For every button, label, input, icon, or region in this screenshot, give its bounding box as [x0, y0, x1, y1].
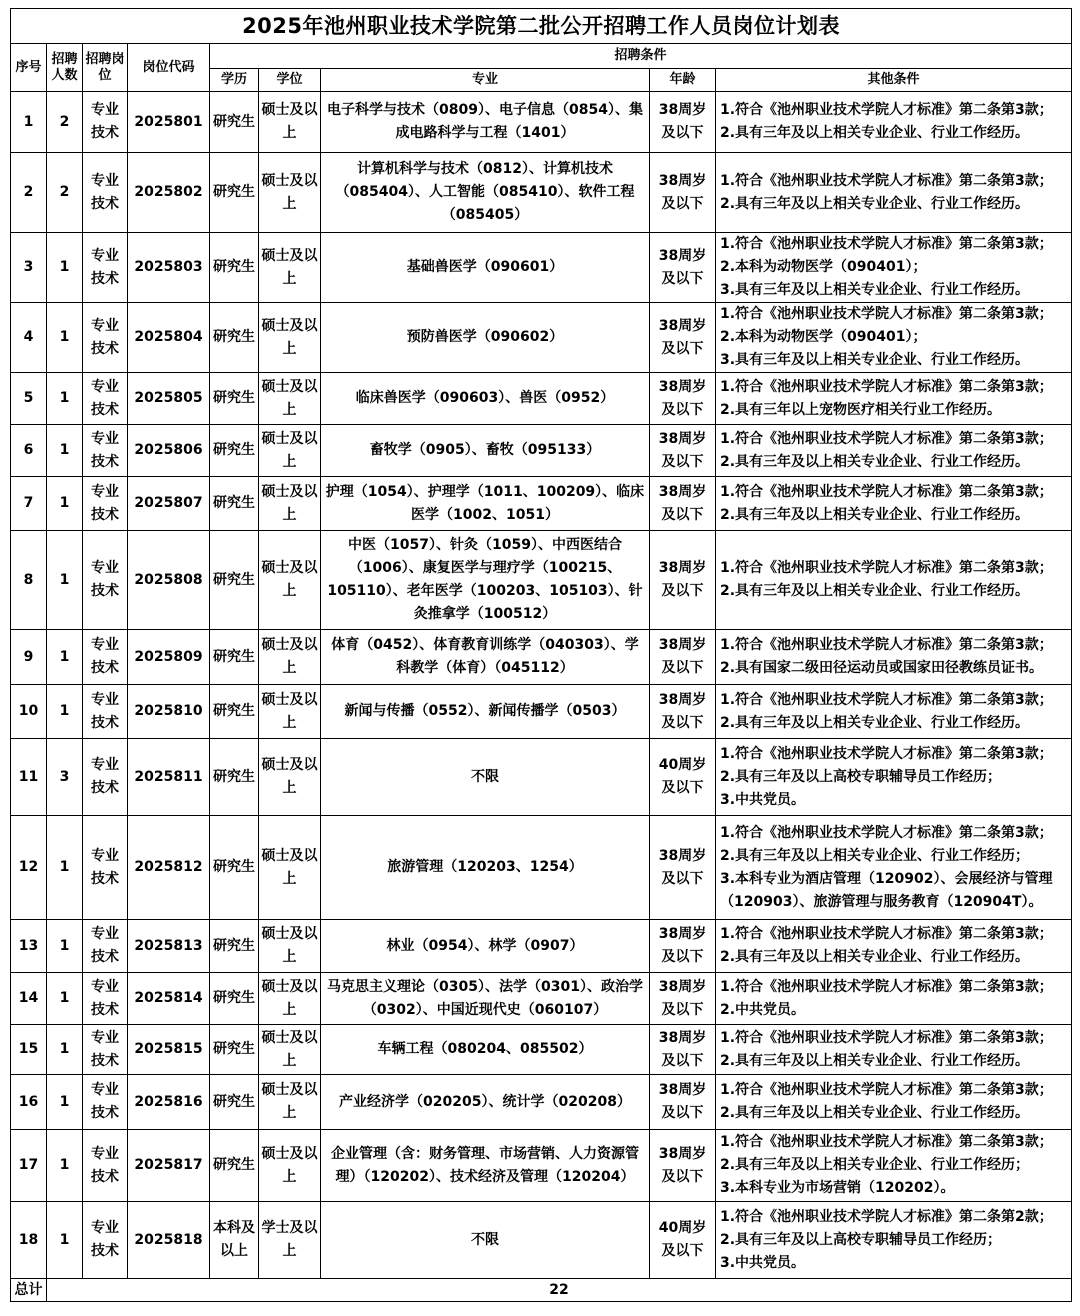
condition-line: 2.具有三年及以上相关专业企业、行业工作经历。 [720, 1105, 1030, 1121]
row-age: 38周岁及以下 [650, 1075, 716, 1130]
row-age: 38周岁及以下 [650, 685, 716, 739]
recruitment-plan-table [10, 8, 1072, 1302]
row-index: 18 [11, 1202, 47, 1279]
condition-line: 3.具有三年及以上相关专业企业、行业工作经历。 [720, 282, 1030, 298]
row-age: 38周岁及以下 [650, 233, 716, 303]
table-row [11, 630, 1072, 685]
condition-line: 1.符合《池州职业技术学院人才标准》第二条第3款； [720, 172, 1053, 189]
condition-line: 1.符合《池州职业技术学院人才标准》第二条第3款； [720, 430, 1053, 447]
row-count: 2 [47, 153, 83, 233]
row-post: 专业技术 [83, 233, 128, 303]
row-count: 1 [47, 1202, 83, 1279]
row-major: 中医（1057）、针灸（1059）、中西医结合（1006）、康复医学与理疗学（100215、105110）、老年医学（100203、105103）、针灸推拿学（100512） [321, 531, 650, 630]
row-code: 2025809 [128, 630, 210, 685]
row-index: 15 [11, 1025, 47, 1075]
row-code: 2025810 [128, 685, 210, 739]
total-label: 总计 [11, 1279, 47, 1302]
row-post: 专业技术 [83, 531, 128, 630]
row-other-conditions [716, 920, 1072, 973]
row-count: 1 [47, 1130, 83, 1202]
condition-line: 3.中共党员。 [720, 1254, 806, 1271]
row-index: 2 [11, 153, 47, 233]
condition-line: 1.符合《池州职业技术学院人才标准》第二条第3款； [720, 978, 1053, 995]
table-row [11, 685, 1072, 739]
row-index: 14 [11, 973, 47, 1025]
row-count: 1 [47, 531, 83, 630]
row-post: 专业技术 [83, 973, 128, 1025]
row-degree: 学士及以上 [259, 1202, 321, 1279]
row-post: 专业技术 [83, 630, 128, 685]
row-code: 2025817 [128, 1130, 210, 1202]
row-post: 专业技术 [83, 1025, 128, 1075]
row-count: 3 [47, 739, 83, 816]
condition-line: 2.具有三年及以上相关专业企业、行业工作经历； [720, 1157, 1030, 1173]
row-age: 38周岁及以下 [650, 425, 716, 477]
row-major: 基础兽医学（090601） [321, 233, 650, 303]
condition-line: 1.符合《池州职业技术学院人才标准》第二条第3款； [720, 560, 1053, 576]
row-age: 38周岁及以下 [650, 531, 716, 630]
row-count: 1 [47, 233, 83, 303]
condition-line: 3.具有三年及以上相关专业企业、行业工作经历。 [720, 352, 1030, 368]
row-education: 研究生 [210, 685, 259, 739]
row-post: 专业技术 [83, 425, 128, 477]
row-education: 研究生 [210, 92, 259, 153]
row-education: 研究生 [210, 920, 259, 973]
row-code: 2025811 [128, 739, 210, 816]
row-major: 临床兽医学（090603）、兽医（0952） [321, 373, 650, 425]
header-index: 序号 [11, 44, 47, 92]
row-other-conditions [716, 685, 1072, 739]
row-age: 38周岁及以下 [650, 303, 716, 373]
row-major: 车辆工程（080204、085502） [321, 1025, 650, 1075]
condition-line: 2.具有三年及以上相关专业企业、行业工作经历。 [720, 506, 1030, 523]
row-post: 专业技术 [83, 685, 128, 739]
row-degree: 硕士及以上 [259, 153, 321, 233]
row-major: 预防兽医学（090602） [321, 303, 650, 373]
header-education: 学历 [210, 69, 259, 92]
row-index: 7 [11, 477, 47, 531]
row-code: 2025805 [128, 373, 210, 425]
row-age: 38周岁及以下 [650, 153, 716, 233]
header-code: 岗位代码 [128, 44, 210, 92]
condition-line: 2.本科为动物医学（090401）； [720, 329, 927, 345]
row-index: 16 [11, 1075, 47, 1130]
row-code: 2025814 [128, 973, 210, 1025]
condition-line: 1.符合《池州职业技术学院人才标准》第二条第3款； [720, 637, 1053, 653]
row-age: 38周岁及以下 [650, 630, 716, 685]
row-degree: 硕士及以上 [259, 92, 321, 153]
header-degree: 学位 [259, 69, 321, 92]
row-code: 2025807 [128, 477, 210, 531]
row-code: 2025801 [128, 92, 210, 153]
table-row [11, 1025, 1072, 1075]
condition-line: 1.符合《池州职业技术学院人才标准》第二条第3款； [720, 1134, 1053, 1150]
row-index: 12 [11, 816, 47, 920]
row-major: 林业（0954）、林学（0907） [321, 920, 650, 973]
table-row [11, 153, 1072, 233]
row-degree: 硕士及以上 [259, 739, 321, 816]
table-row [11, 531, 1072, 630]
row-code: 2025803 [128, 233, 210, 303]
row-major: 马克思主义理论（0305）、法学（0301）、政治学（0302）、中国近现代史（060107） [321, 973, 650, 1025]
row-age: 38周岁及以下 [650, 920, 716, 973]
header-major: 专业 [321, 69, 650, 92]
row-code: 2025802 [128, 153, 210, 233]
row-code: 2025806 [128, 425, 210, 477]
condition-line: 1.符合《池州职业技术学院人才标准》第二条第3款； [720, 236, 1053, 252]
row-index: 10 [11, 685, 47, 739]
condition-line: 1.符合《池州职业技术学院人才标准》第二条第2款； [720, 1208, 1053, 1225]
row-other-conditions [716, 233, 1072, 303]
row-code: 2025808 [128, 531, 210, 630]
condition-line: 3.本科专业为酒店管理（120902）、会展经济与管理（120903）、旅游管理与服务教育（120904T）。 [720, 870, 1053, 910]
row-education: 研究生 [210, 1130, 259, 1202]
row-major: 体育（0452）、体育教育训练学（040303）、学科教学（体育）（045112） [321, 630, 650, 685]
header-conditions: 招聘条件 [210, 44, 1072, 69]
table-row [11, 920, 1072, 973]
condition-line: 2.具有三年以上宠物医疗相关行业工作经历。 [720, 401, 1002, 418]
row-count: 1 [47, 303, 83, 373]
row-degree: 硕士及以上 [259, 373, 321, 425]
row-major: 电子科学与技术（0809）、电子信息（0854）、集成电路科学与工程（1401） [321, 92, 650, 153]
row-education: 研究生 [210, 1075, 259, 1130]
row-index: 4 [11, 303, 47, 373]
row-age: 38周岁及以下 [650, 816, 716, 920]
row-degree: 硕士及以上 [259, 920, 321, 973]
header-post: 招聘岗位 [83, 44, 128, 92]
row-post: 专业技术 [83, 303, 128, 373]
row-major: 新闻与传播（0552）、新闻传播学（0503） [321, 685, 650, 739]
row-degree: 硕士及以上 [259, 816, 321, 920]
row-degree: 硕士及以上 [259, 233, 321, 303]
row-count: 1 [47, 685, 83, 739]
row-degree: 硕士及以上 [259, 973, 321, 1025]
row-other-conditions [716, 153, 1072, 233]
condition-line: 2.中共党员。 [720, 1001, 806, 1018]
row-count: 1 [47, 477, 83, 531]
row-index: 17 [11, 1130, 47, 1202]
condition-line: 2.具有国家二级田径运动员或国家田径教练员证书。 [720, 660, 1044, 676]
row-degree: 硕士及以上 [259, 531, 321, 630]
row-age: 40周岁及以下 [650, 739, 716, 816]
condition-line: 2.具有三年及以上相关专业企业、行业工作经历。 [720, 453, 1030, 470]
row-education: 研究生 [210, 425, 259, 477]
condition-line: 2.具有三年及以上相关专业企业、行业工作经历。 [720, 714, 1030, 731]
row-other-conditions [716, 1075, 1072, 1130]
condition-line: 2.具有三年及以上相关专业企业、行业工作经历； [720, 847, 1030, 864]
row-post: 专业技术 [83, 1075, 128, 1130]
row-education: 研究生 [210, 1025, 259, 1075]
row-other-conditions [716, 373, 1072, 425]
row-major: 旅游管理（120203、1254） [321, 816, 650, 920]
condition-line: 1.符合《池州职业技术学院人才标准》第二条第3款； [720, 1029, 1053, 1046]
row-post: 专业技术 [83, 1202, 128, 1279]
row-education: 研究生 [210, 303, 259, 373]
table-row [11, 1130, 1072, 1202]
row-major: 畜牧学（0905）、畜牧（095133） [321, 425, 650, 477]
row-index: 11 [11, 739, 47, 816]
recruitment-plan-sheet [10, 8, 1071, 1302]
row-other-conditions [716, 303, 1072, 373]
row-other-conditions [716, 973, 1072, 1025]
row-degree: 硕士及以上 [259, 685, 321, 739]
row-education: 本科及以上 [210, 1202, 259, 1279]
row-other-conditions [716, 531, 1072, 630]
row-code: 2025815 [128, 1025, 210, 1075]
row-other-conditions [716, 477, 1072, 531]
row-degree: 硕士及以上 [259, 477, 321, 531]
table-row [11, 816, 1072, 920]
row-count: 1 [47, 973, 83, 1025]
condition-line: 1.符合《池州职业技术学院人才标准》第二条第3款； [720, 306, 1053, 322]
row-count: 1 [47, 630, 83, 685]
row-code: 2025812 [128, 816, 210, 920]
table-body [11, 92, 1072, 1279]
row-index: 3 [11, 233, 47, 303]
row-count: 1 [47, 816, 83, 920]
row-age: 38周岁及以下 [650, 92, 716, 153]
condition-line: 2.本科为动物医学（090401）； [720, 259, 927, 275]
row-count: 1 [47, 1075, 83, 1130]
row-degree: 硕士及以上 [259, 425, 321, 477]
condition-line: 1.符合《池州职业技术学院人才标准》第二条第3款； [720, 378, 1053, 395]
row-code: 2025804 [128, 303, 210, 373]
row-index: 9 [11, 630, 47, 685]
total-value: 22 [47, 1279, 1072, 1302]
condition-line: 2.具有三年及以上相关专业企业、行业工作经历。 [720, 949, 1030, 965]
condition-line: 1.符合《池州职业技术学院人才标准》第二条第3款； [720, 483, 1053, 500]
row-education: 研究生 [210, 630, 259, 685]
row-post: 专业技术 [83, 1130, 128, 1202]
header-count: 招聘人数 [47, 44, 83, 92]
table-row [11, 303, 1072, 373]
table-row [11, 373, 1072, 425]
condition-line: 1.符合《池州职业技术学院人才标准》第二条第3款； [720, 824, 1053, 841]
header-age: 年龄 [650, 69, 716, 92]
row-index: 5 [11, 373, 47, 425]
page-title: 2025年池州职业技术学院第二批公开招聘工作人员岗位计划表 [11, 9, 1072, 44]
row-major: 不限 [321, 739, 650, 816]
condition-line: 1.符合《池州职业技术学院人才标准》第二条第3款； [720, 745, 1053, 762]
condition-line: 3.本科专业为市场营销（120202）。 [720, 1180, 955, 1196]
condition-line: 1.符合《池州职业技术学院人才标准》第二条第3款； [720, 102, 1053, 118]
row-other-conditions [716, 739, 1072, 816]
condition-line: 2.具有三年及以上高校专职辅导员工作经历； [720, 768, 1002, 785]
condition-line: 2.具有三年及以上相关专业企业、行业工作经历。 [720, 195, 1030, 212]
row-count: 1 [47, 373, 83, 425]
condition-line: 2.具有三年及以上相关专业企业、行业工作经历。 [720, 125, 1030, 141]
row-major: 产业经济学（020205）、统计学（020208） [321, 1075, 650, 1130]
row-index: 1 [11, 92, 47, 153]
table-row [11, 739, 1072, 816]
row-other-conditions [716, 1202, 1072, 1279]
condition-line: 2.具有三年及以上相关专业企业、行业工作经历。 [720, 583, 1030, 599]
row-post: 专业技术 [83, 920, 128, 973]
row-other-conditions [716, 92, 1072, 153]
row-education: 研究生 [210, 233, 259, 303]
table-row [11, 1075, 1072, 1130]
condition-line: 1.符合《池州职业技术学院人才标准》第二条第3款； [720, 691, 1053, 708]
table-row [11, 425, 1072, 477]
row-count: 1 [47, 425, 83, 477]
row-age: 40周岁及以下 [650, 1202, 716, 1279]
row-degree: 硕士及以上 [259, 1075, 321, 1130]
row-post: 专业技术 [83, 477, 128, 531]
table-row [11, 973, 1072, 1025]
condition-line: 1.符合《池州职业技术学院人才标准》第二条第3款； [720, 1082, 1053, 1098]
row-code: 2025813 [128, 920, 210, 973]
row-index: 13 [11, 920, 47, 973]
row-degree: 硕士及以上 [259, 1130, 321, 1202]
row-age: 38周岁及以下 [650, 1130, 716, 1202]
row-education: 研究生 [210, 373, 259, 425]
row-post: 专业技术 [83, 816, 128, 920]
row-post: 专业技术 [83, 373, 128, 425]
row-code: 2025818 [128, 1202, 210, 1279]
table-row [11, 1202, 1072, 1279]
row-post: 专业技术 [83, 92, 128, 153]
row-education: 研究生 [210, 739, 259, 816]
table-row [11, 477, 1072, 531]
row-education: 研究生 [210, 477, 259, 531]
row-degree: 硕士及以上 [259, 303, 321, 373]
row-post: 专业技术 [83, 153, 128, 233]
row-education: 研究生 [210, 153, 259, 233]
row-other-conditions [716, 816, 1072, 920]
row-count: 1 [47, 1025, 83, 1075]
row-count: 2 [47, 92, 83, 153]
row-other-conditions [716, 1130, 1072, 1202]
condition-line: 3.中共党员。 [720, 791, 806, 808]
row-degree: 硕士及以上 [259, 1025, 321, 1075]
row-age: 38周岁及以下 [650, 477, 716, 531]
row-index: 8 [11, 531, 47, 630]
row-major: 计算机科学与技术（0812）、计算机技术（085404）、人工智能（085410）、软件工程（085405） [321, 153, 650, 233]
row-degree: 硕士及以上 [259, 630, 321, 685]
table-row [11, 233, 1072, 303]
condition-line: 2.具有三年及以上相关专业企业、行业工作经历。 [720, 1052, 1030, 1069]
row-other-conditions [716, 425, 1072, 477]
condition-line: 1.符合《池州职业技术学院人才标准》第二条第3款； [720, 926, 1053, 942]
row-other-conditions [716, 630, 1072, 685]
row-major: 护理（1054）、护理学（1011、100209）、临床医学（1002、1051） [321, 477, 650, 531]
row-education: 研究生 [210, 531, 259, 630]
row-post: 专业技术 [83, 739, 128, 816]
condition-line: 2.具有三年及以上高校专职辅导员工作经历； [720, 1231, 1002, 1248]
row-education: 研究生 [210, 816, 259, 920]
row-major: 不限 [321, 1202, 650, 1279]
row-other-conditions [716, 1025, 1072, 1075]
row-age: 38周岁及以下 [650, 1025, 716, 1075]
row-index: 6 [11, 425, 47, 477]
table-row [11, 92, 1072, 153]
row-major: 企业管理（含：财务管理、市场营销、人力资源管理）（120202）、技术经济及管理（120204） [321, 1130, 650, 1202]
row-education: 研究生 [210, 973, 259, 1025]
row-age: 38周岁及以下 [650, 973, 716, 1025]
header-other: 其他条件 [716, 69, 1072, 92]
row-count: 1 [47, 920, 83, 973]
row-age: 38周岁及以下 [650, 373, 716, 425]
row-code: 2025816 [128, 1075, 210, 1130]
